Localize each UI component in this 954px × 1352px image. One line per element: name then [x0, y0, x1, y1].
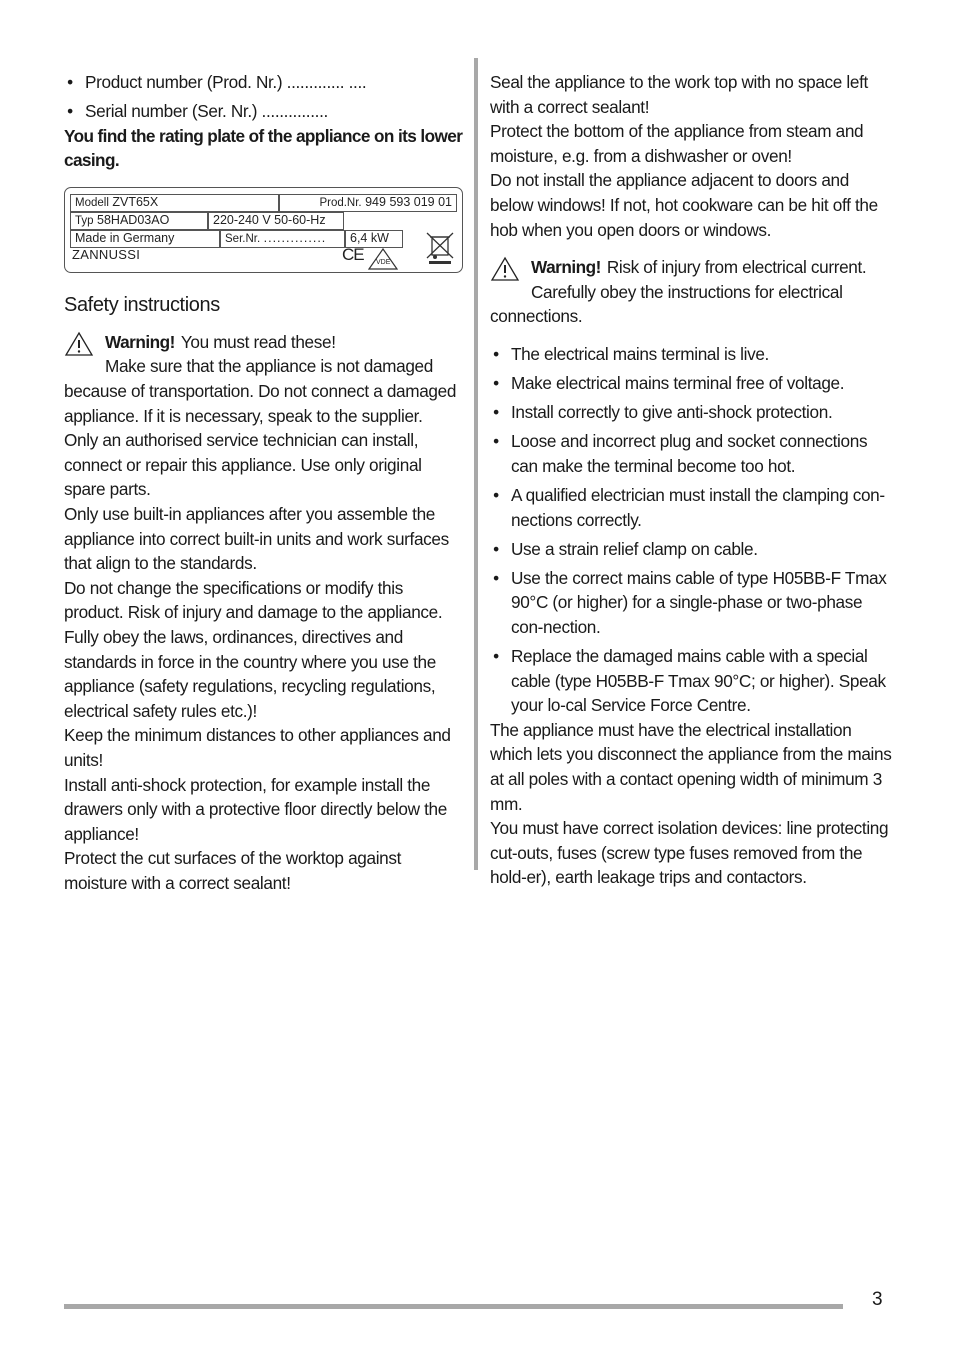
- section-title: Safety instructions: [64, 293, 220, 316]
- column-divider: [474, 58, 478, 870]
- plate-made-in: Made in Germany: [70, 230, 220, 248]
- list-item: • Loose and incorrect plug and socket connections can make the terminal become too hot.: [490, 429, 892, 478]
- warning-body: Make sure that the appliance is not damaged because of transportation. Do not connect a damaged appliance. If it is necessary, speak to the supplier.: [64, 356, 457, 426]
- paragraph: Install anti-shock protection, for example install the drawers only with a protective floor directly below the appliance!: [64, 774, 447, 844]
- bullet-icon: •: [493, 373, 499, 394]
- page-number: 3: [872, 1289, 883, 1310]
- list-item: • Product number (Prod. Nr.) ............. ....: [64, 70, 466, 95]
- plate-modell: Modell ZVT65X: [70, 194, 279, 212]
- weee-bin-icon: [423, 230, 457, 266]
- rating-plate-image: [64, 187, 463, 273]
- paragraph: Protect the cut surfaces of the worktop against moisture with a correct sealant!: [64, 848, 402, 893]
- identification-list: [64, 70, 466, 124]
- warning-triangle-icon: [64, 331, 94, 357]
- warning-notice: [64, 330, 466, 355]
- ce-mark-icon: CE: [342, 244, 364, 264]
- vde-mark-icon: VDE: [368, 248, 398, 270]
- warning-label: Warning!: [531, 257, 601, 278]
- electrical-list: [490, 342, 892, 718]
- paragraph: Do not change the specifications or modify this product. Risk of injury and damage to the appliance.: [64, 577, 443, 623]
- list-item: • Replace the damaged mains cable with a special cable (type H05BB-F Tmax 90°C; or higher). Speak your lo-cal Service Force Centre.: [490, 644, 892, 718]
- warning-triangle-icon: [490, 256, 520, 282]
- left-column: [64, 70, 466, 896]
- warning-text: Risk of injury from electrical current.: [606, 257, 867, 278]
- plate-sernr: Ser.Nr. ..............: [220, 230, 345, 248]
- paragraph: Keep the minimum distances to other appliances and units!: [64, 725, 451, 770]
- bullet-icon: •: [67, 72, 73, 92]
- paragraph: Only an authorised service technician can install, connect or repair this appliance. Use only original spare parts.: [64, 430, 422, 500]
- warning-notice: [490, 255, 892, 280]
- bullet-icon: •: [493, 484, 499, 505]
- paragraph: Only use built-in appliances after you assemble the appliance into correct built-in units and work surfaces that align to the standards.: [64, 504, 449, 574]
- bullet-icon: •: [493, 402, 499, 423]
- rating-plate-note: You find the rating plate of the appliance on its lower casing.: [64, 125, 463, 171]
- plate-brand: ZANNUSSI: [72, 246, 141, 262]
- list-item: • The electrical mains terminal is live.: [490, 342, 892, 367]
- plate-voltage: 220-240 V 50-60-Hz: [208, 212, 344, 230]
- paragraph: Do not install the appliance adjacent to doors and below windows! If not, hot cookware can be hit off the hob when you open doors or windows.: [490, 170, 878, 240]
- bullet-icon: •: [493, 538, 499, 559]
- paragraph: Protect the bottom of the appliance from steam and moisture, e.g. from a dishwasher or oven!: [490, 121, 864, 166]
- right-column: [490, 70, 892, 890]
- list-item: • Serial number (Ser. Nr.) ...............: [64, 99, 466, 124]
- bullet-icon: •: [493, 431, 499, 452]
- warning-text: You must read these!: [180, 331, 336, 352]
- bullet-icon: •: [67, 101, 73, 122]
- plate-power: 6,4 kW: [345, 230, 403, 248]
- bullet-icon: •: [493, 645, 499, 666]
- plate-typ: Typ 58HAD03AO: [70, 212, 208, 230]
- list-item: • Use the correct mains cable of type H05BB-F Tmax 90°C (or higher) for a single-phase or two-phase con-nection.: [490, 566, 892, 640]
- bullet-icon: •: [493, 567, 499, 588]
- footer-rule: [64, 1304, 843, 1309]
- plate-prodnr: Prod.Nr. 949 593 019 01: [279, 194, 457, 212]
- paragraph: Seal the appliance to the work top with no space left with a correct sealant!: [490, 72, 868, 117]
- paragraph: Fully obey the laws, ordinances, directives and standards in force in the country where you use the appliance (safety regulations, recycling regulations, electrical safety rules etc.)!: [64, 627, 436, 721]
- warning-label: Warning!: [105, 331, 175, 352]
- bullet-icon: •: [493, 343, 499, 364]
- list-item: • A qualified electrician must install the clamping con-nections correctly.: [490, 483, 892, 532]
- list-item: • Make electrical mains terminal free of voltage.: [490, 371, 892, 396]
- paragraph: The appliance must have the electrical installation which lets you disconnect the appliance from the mains at all poles with a contact opening width of minimum 3 mm.: [490, 719, 892, 814]
- list-item: • Use a strain relief clamp on cable.: [490, 537, 892, 562]
- list-item: • Install correctly to give anti-shock protection.: [490, 400, 892, 425]
- warning-body: Carefully obey the instructions for electrical connections.: [490, 281, 843, 327]
- paragraph: You must have correct isolation devices: line protecting cut-outs, fuses (screw type fuses removed from the hold-er), earth leakage trips and contactors.: [490, 818, 889, 888]
